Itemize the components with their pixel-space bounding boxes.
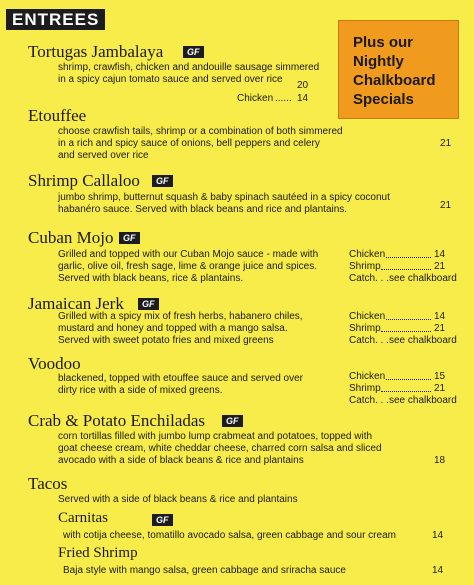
price-label-catch: Catch	[349, 335, 376, 346]
item-desc-line: corn tortillas filled with jumbo lump crabmeat and potatoes, topped with	[58, 431, 373, 442]
item-title-tortugas: Tortugas Jambalaya	[28, 42, 164, 61]
gf-badge: GF	[119, 232, 140, 244]
item-title-cuban-mojo: Cuban Mojo	[28, 228, 114, 247]
special-line-2: Nightly	[353, 53, 404, 70]
gf-badge: GF	[183, 46, 204, 58]
item-price-chicken: 14	[297, 93, 309, 104]
item-desc-line: goat cheese cream, white cheddar cheese, charred corn salsa and sliced	[58, 443, 382, 454]
price-label-catch: Catch	[349, 273, 376, 284]
item-desc-line: with cotija cheese, tomatillo avocado salsa, green cabbage and sour cream	[63, 530, 396, 541]
chalkboard-specials-box	[338, 20, 459, 119]
item-desc-line: mustard and honey and topped with a mango salsa.	[58, 323, 288, 334]
price-label-shrimp: Shrimp	[349, 383, 381, 394]
item-title-tacos: Tacos	[28, 474, 68, 493]
price-label-chicken: Chicken	[349, 371, 386, 382]
price-label-shrimp: Shrimp	[349, 323, 381, 334]
item-desc-line: Grilled and topped with our Cuban Mojo sauce - made with	[58, 249, 319, 260]
item-price-catch: see chalkboard	[389, 335, 457, 346]
gf-badge: GF	[222, 415, 243, 427]
item-desc-line: and served over rice	[58, 150, 149, 161]
item-price-catch: see chalkboard	[389, 273, 457, 284]
item-desc-line: Served with sweet potato fries and mixed greens	[58, 335, 274, 346]
price-dots	[381, 331, 431, 332]
gf-badge: GF	[152, 514, 173, 526]
item-price-chicken: 14	[434, 249, 446, 260]
item-title-callaloo: Shrimp Callaloo	[28, 171, 140, 190]
item-desc-line: Grilled with a spicy mix of fresh herbs, habanero chiles,	[58, 311, 303, 322]
price-dots: ......	[275, 93, 292, 104]
price-dots	[386, 319, 431, 320]
item-desc-line: garlic, olive oil, fresh sage, lime & orange juice and spices.	[58, 261, 318, 272]
gf-badge: GF	[152, 175, 173, 187]
item-desc-line: in a rich and spicy sauce of onions, bell peppers and celery	[58, 138, 320, 149]
item-desc-line: dirty rice with a side of mixed greens.	[58, 385, 223, 396]
price-dots: . . .	[375, 395, 389, 406]
item-desc-line: Served with black beans, rice & plantains.	[58, 273, 244, 284]
subitem-title-carnitas: Carnitas	[58, 510, 108, 526]
item-desc-line: habanéro sauce. Served with black beans and rice and plantains.	[58, 204, 348, 215]
item-title-voodoo: Voodoo	[28, 354, 81, 373]
price-label-shrimp: Shrimp	[349, 261, 381, 272]
price-label-chicken: Chicken	[349, 249, 386, 260]
item-price: 20	[297, 80, 309, 91]
item-desc-line: Served with a side of black beans & rice and plantains	[58, 494, 298, 505]
gf-badge: GF	[138, 298, 159, 310]
item-price-shrimp: 21	[434, 383, 446, 394]
section-header: ENTREES	[6, 9, 105, 30]
item-price: 18	[434, 455, 446, 466]
item-desc-line: choose crawfish tails, shrimp or a combination of both simmered	[58, 126, 343, 137]
item-price-chicken: 15	[434, 371, 446, 382]
subitem-title-fried-shrimp: Fried Shrimp	[58, 545, 138, 561]
item-price-catch: see chalkboard	[389, 395, 457, 406]
special-line-4: Specials	[353, 91, 414, 108]
item-price-shrimp: 21	[434, 261, 446, 272]
price-dots: . . .	[375, 335, 389, 346]
item-title-crab-enchiladas: Crab & Potato Enchiladas	[28, 411, 206, 430]
item-title-jamaican-jerk: Jamaican Jerk	[28, 294, 124, 313]
special-line-3: Chalkboard	[353, 72, 436, 89]
price-label-catch: Catch	[349, 395, 376, 406]
price-label-chicken: Chicken	[349, 311, 386, 322]
item-desc-line: avocado with a side of black beans & rice and plantains	[58, 455, 304, 466]
item-desc-line: shrimp, crawfish, chicken and andouille sausage simmered	[58, 62, 320, 73]
item-desc-line: in a spicy cajun tomato sauce and served over rice	[58, 74, 283, 85]
item-desc-line: Baja style with mango salsa, green cabbage and sriracha sauce	[63, 565, 346, 576]
price-dots	[381, 391, 431, 392]
price-dots: . . .	[375, 273, 389, 284]
item-desc-line: jumbo shrimp, butternut squash & baby spinach sautéed in a spicy coconut	[58, 192, 390, 203]
item-price: 14	[432, 530, 444, 541]
item-desc-line: blackened, topped with etouffee sauce and served over	[58, 373, 303, 384]
special-line-1: Plus our	[353, 34, 414, 51]
item-price: 14	[432, 565, 444, 576]
price-label-chicken: Chicken	[237, 93, 274, 104]
price-dots	[386, 257, 431, 258]
price-dots	[381, 269, 431, 270]
item-title-etouffee: Etouffee	[28, 106, 87, 125]
price-dots	[386, 379, 431, 380]
item-price-chicken: 14	[434, 311, 446, 322]
item-price: 21	[440, 200, 452, 211]
item-price: 21	[440, 138, 452, 149]
item-price-shrimp: 21	[434, 323, 446, 334]
